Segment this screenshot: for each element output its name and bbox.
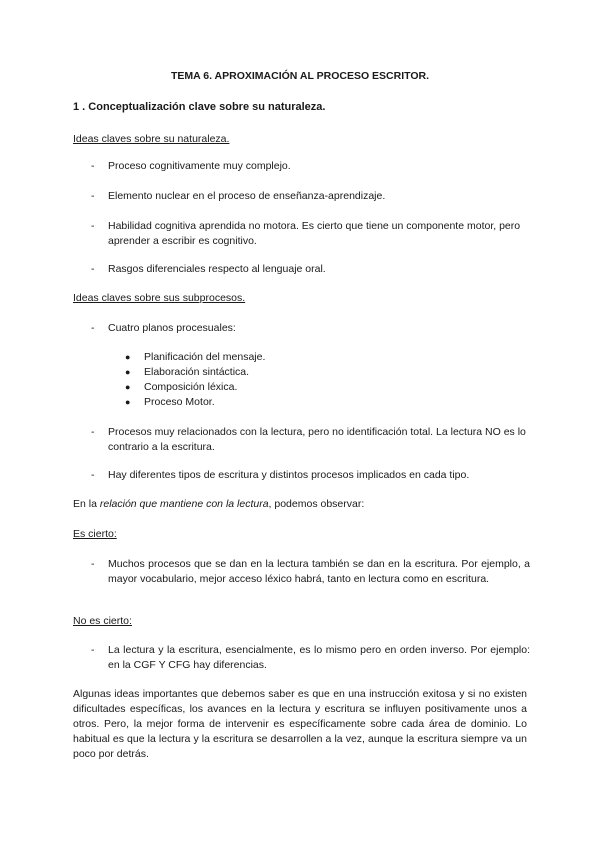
dash-marker: - — [91, 263, 95, 275]
relation-intro-italic: relación que mantiene con la lectura — [99, 498, 269, 510]
list-item-text: Cuatro planos procesuales: — [108, 322, 236, 334]
dash-marker: - — [91, 426, 95, 438]
list-item-text: Composición léxica. — [144, 381, 238, 393]
relation-intro-after: , podemos observar: — [268, 498, 365, 510]
list-item-text: Procesos muy relacionados con la lectura, pero no identificación total. La lectura NO es lo contrario a la escritura. — [108, 426, 526, 453]
dash-marker: - — [91, 160, 95, 172]
subheading-naturaleza: Ideas claves sobre su naturaleza. — [73, 133, 230, 145]
subheading-es-cierto: Es cierto: — [73, 528, 117, 540]
list-item-text: Rasgos diferenciales respecto al lenguaje oral. — [108, 263, 326, 275]
subheading-subprocesos: Ideas claves sobre sus subprocesos. — [73, 292, 246, 304]
relation-intro-before: En la — [73, 498, 100, 510]
list-item-text: Elaboración sintáctica. — [144, 366, 250, 378]
list-item-text: Proceso Motor. — [144, 396, 215, 408]
dash-marker: - — [91, 220, 95, 232]
bullet-dot-icon: ● — [125, 367, 131, 377]
dash-marker: - — [91, 558, 95, 570]
list-item-text: Habilidad cognitiva aprendida no motora. Es cierto que tiene un componente motor, pero aprender a escribir es cognitivo. — [108, 220, 521, 247]
bullet-dot-icon: ● — [125, 382, 131, 392]
list-item-text: Planificación del mensaje. — [144, 351, 266, 363]
list-item-text: Proceso cognitivamente muy complejo. — [108, 160, 291, 172]
dash-marker: - — [91, 322, 95, 334]
bullet-dot-icon: ● — [125, 397, 131, 407]
dash-marker: - — [91, 190, 95, 202]
subheading-no-es-cierto: No es cierto: — [73, 615, 132, 627]
list-item-text: Hay diferentes tipos de escritura y distintos procesos implicados en cada tipo. — [108, 469, 470, 481]
dash-marker: - — [91, 644, 95, 656]
relation-intro — [73, 497, 527, 512]
list-item-text: Muchos procesos que se dan en la lectura también se dan en la escritura. Por ejemplo, a mayor vocabulario, mejor acceso léxico habrá, tanto en lectura como en escritura. — [108, 558, 530, 585]
closing-paragraph: Algunas ideas importantes que debemos saber es que en una instrucción exitosa y si no existen dificultades específicas, los avances en la lectura y escritura se influyen positivamente unos a otros. Pero, la mejor forma de intervenir es específicamente sobre cada área de dominio. Lo habitual es que la lectura y la escritura se desarrollen a la vez, aunque la escritura siempre va un poco por detrás. — [73, 688, 527, 760]
section-title: 1 . Conceptualización clave sobre su naturaleza. — [73, 101, 326, 113]
dash-marker: - — [91, 469, 95, 481]
bullet-dot-icon: ● — [125, 352, 131, 362]
list-item-text: Elemento nuclear en el proceso de enseñanza-aprendizaje. — [108, 190, 386, 202]
list-item-text: La lectura y la escritura, esencialmente, es lo mismo pero en orden inverso. Por ejemplo: en la CGF Y CFG hay diferencias. — [108, 644, 530, 671]
document-title: TEMA 6. APROXIMACIÓN AL PROCESO ESCRITOR. — [170, 70, 430, 82]
